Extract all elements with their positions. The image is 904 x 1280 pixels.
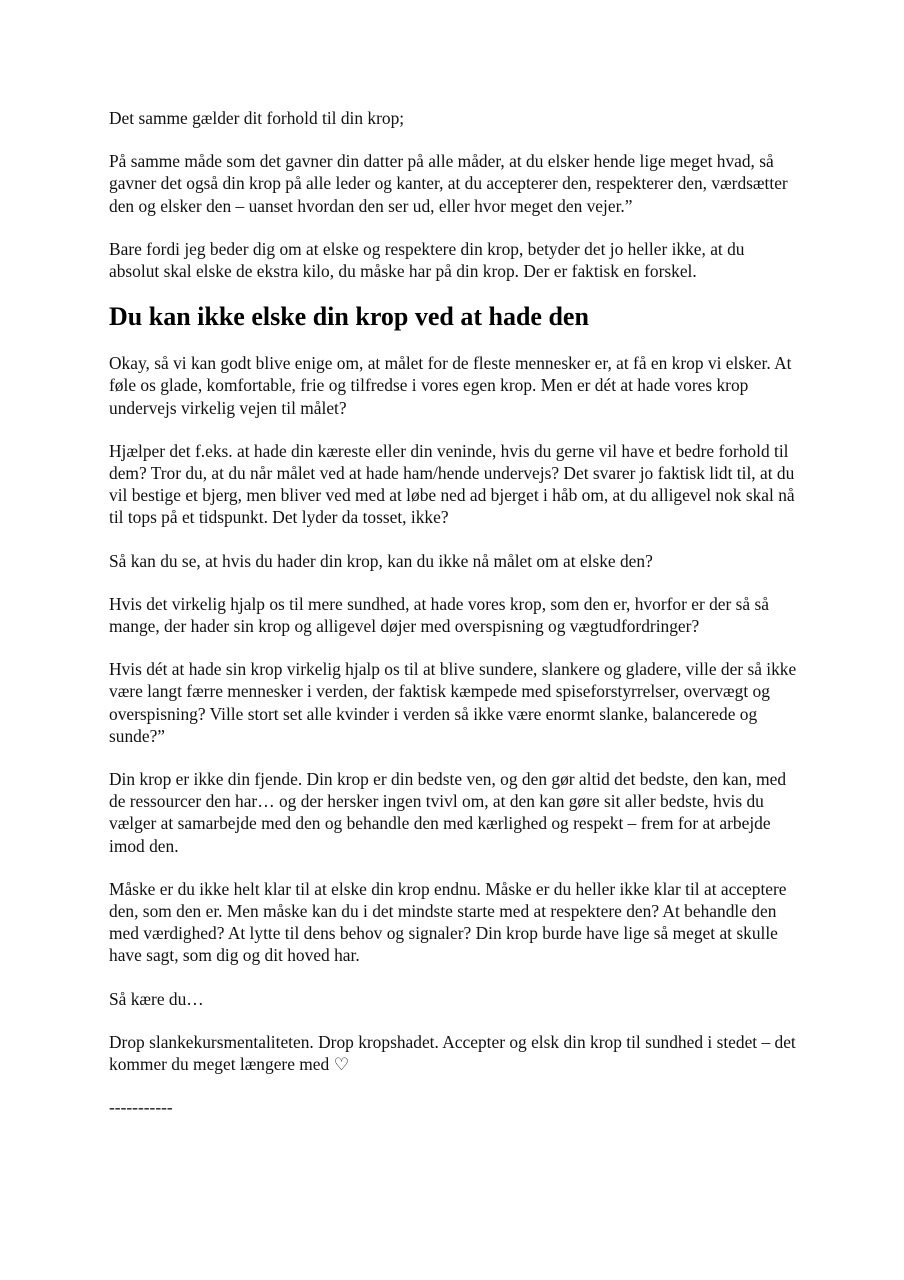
section-heading: Du kan ikke elske din krop ved at hade den bbox=[109, 302, 589, 332]
paragraph: Drop slankekursmentaliteten. Drop kropshadet. Accepter og elsk din krop til sundhed i stedet – det kommer du meget længere med ♡ bbox=[109, 1031, 796, 1075]
paragraph: Så kan du se, at hvis du hader din krop, kan du ikke nå målet om at elske den? bbox=[109, 550, 653, 571]
paragraph: Så kære du… bbox=[109, 988, 204, 1009]
paragraph: Din krop er ikke din fjende. Din krop er din bedste ven, og den gør altid det bedste, den kan, med de ressourcer den har… og der hersker ingen tvivl om, at den kan gøre sit aller bedste, hvis du vælger at samarbejde med den og behandle den med kærlighed og respekt – frem for at arbejde imod den. bbox=[109, 769, 787, 856]
paragraph: Måske er du ikke helt klar til at elske din krop endnu. Måske er du heller ikke klar til at acceptere den, som den er. Men måske kan du i det mindste starte med at respektere den? At behandle den med værdighed? At lytte til dens behov og signaler? Din krop burde have lige så meget at skulle have sagt, som dig og dit hoved har. bbox=[109, 878, 787, 966]
paragraph: På samme måde som det gavner din datter på alle måder, at du elsker hende lige meget hvad, så gavner det også din krop på alle leder og kanter, at du accepterer den, respekterer den, værdsætter den og elsker den – uanset hvordan den ser ud, eller hvor meget den vejer.” bbox=[109, 151, 788, 216]
paragraph: Hjælper det f.eks. at hade din kæreste eller din veninde, hvis du gerne vil have et bedre forhold til dem? Tror du, at du når målet ved at hade ham/hende undervejs? Det svarer jo faktisk lidt til, at du vil bestige et bjerg, men bliver ved med at løbe ned ad bjerget i håb om, at du alligevel nok skal nå til tops på et tidspunkt. Det lyder da tosset, ikke? bbox=[109, 440, 795, 528]
paragraph: Okay, så vi kan godt blive enige om, at målet for de fleste mennesker er, at få en krop vi elsker. At føle os glade, komfortable, frie og tilfredse i vores egen krop. Men er dét at hade vores krop undervejs virkelig vejen til målet? bbox=[109, 353, 792, 418]
paragraph: Det samme gælder dit forhold til din krop; bbox=[109, 108, 405, 128]
document-body bbox=[109, 107, 799, 1140]
section-separator: ----------- bbox=[109, 1097, 173, 1118]
paragraph: Bare fordi jeg beder dig om at elske og respektere din krop, betyder det jo heller ikke, at du absolut skal elske de ekstra kilo, du måske har på din krop. Der er faktisk en forskel. bbox=[109, 238, 745, 282]
paragraph: Hvis dét at hade sin krop virkelig hjalp os til at blive sundere, slankere og gladere, ville der så ikke være langt færre mennesker i verden, der faktisk kæmpede med spiseforstyrrelser, overvægt og overspisning? Ville stort set alle kvinder i verden så ikke være enormt slanke, balancerede og sunde?” bbox=[109, 659, 797, 746]
paragraph: Hvis det virkelig hjalp os til mere sundhed, at hade vores krop, som den er, hvorfor er der så så mange, der hader sin krop og alligevel døjer med overspisning og vægtudfordringer? bbox=[109, 593, 769, 637]
